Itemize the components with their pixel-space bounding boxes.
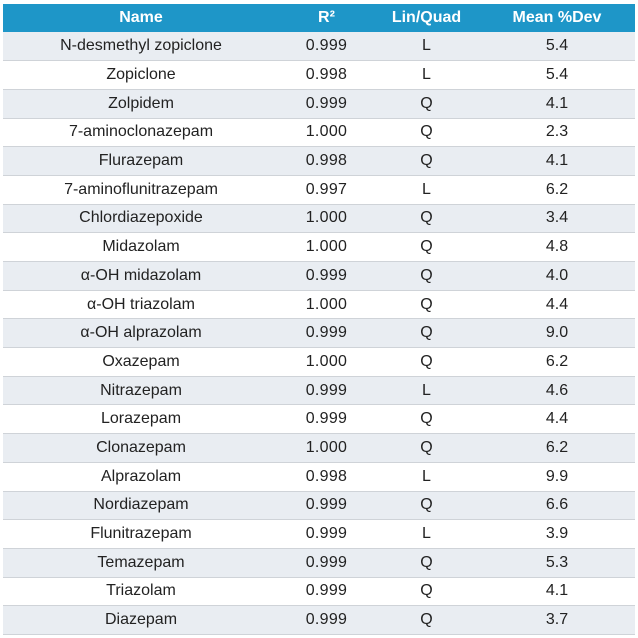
table-row [3,405,635,434]
cell-name: α-OH triazolam [87,295,195,313]
table-container [3,0,635,635]
cell-lin-quad: Q [420,152,433,170]
table-row [3,262,635,291]
cell-r2: 0.999 [305,324,348,342]
cell-mean-dev: 4.8 [545,238,569,256]
cell-mean-dev: 4.0 [545,266,569,284]
cell-lin-quad: L [422,180,431,198]
header-row [3,4,635,32]
cell-lin-quad: L [422,37,431,55]
cell-r2: 0.999 [305,94,348,112]
cell-r2: 1.000 [305,438,348,456]
table-row [3,606,635,635]
cell-mean-dev: 9.9 [545,467,569,485]
table-row [3,548,635,577]
cell-lin-quad: Q [420,553,433,571]
cell-r2: 0.999 [305,553,348,571]
cell-name: Alprazolam [100,467,182,485]
cell-mean-dev: 4.6 [545,381,569,399]
cell-r2: 0.999 [305,266,348,284]
cell-r2: 0.999 [305,410,348,428]
table-row [3,348,635,377]
cell-r2: 1.000 [305,295,348,313]
cell-mean-dev: 4.4 [545,295,569,313]
column-header-mean-dev: Mean %Dev [512,9,602,26]
cell-mean-dev: 3.9 [545,525,569,543]
cell-name: Nitrazepam [100,381,182,399]
cell-name: Midazolam [102,238,180,256]
cell-name: N-desmethyl zopiclone [60,37,222,55]
cell-lin-quad: L [422,467,431,485]
cell-name: 7-aminoclonazepam [68,123,214,141]
column-header-r2: R² [318,9,335,26]
cell-name: α-OH alprazolam [80,324,202,342]
table-header [3,4,635,32]
cell-r2: 0.998 [305,152,348,170]
cell-lin-quad: Q [420,238,433,256]
cell-lin-quad: Q [420,496,433,514]
cell-name: Lorazepam [100,410,182,428]
cell-name: Flurazepam [98,152,184,170]
cell-mean-dev: 3.7 [545,611,569,629]
cell-r2: 1.000 [305,352,348,370]
cell-lin-quad: L [422,66,431,84]
table-row [3,61,635,90]
cell-mean-dev: 6.2 [545,438,569,456]
cell-lin-quad: Q [420,410,433,428]
cell-name: Chlordiazepoxide [79,209,203,227]
table-row [3,491,635,520]
cell-mean-dev: 9.0 [545,324,569,342]
cell-name: Diazepam [104,611,178,629]
table-row [3,32,635,61]
cell-r2: 0.997 [305,180,348,198]
cell-mean-dev: 6.6 [545,496,569,514]
table-row [3,520,635,549]
table-row [3,577,635,606]
cell-mean-dev: 4.4 [545,410,569,428]
cell-mean-dev: 3.4 [545,209,569,227]
cell-mean-dev: 5.3 [545,553,569,571]
cell-name: α-OH midazolam [80,266,202,284]
table-row [3,434,635,463]
cell-name: Zolpidem [108,94,174,112]
cell-lin-quad: Q [420,438,433,456]
cell-name: Oxazepam [102,352,180,370]
cell-lin-quad: Q [420,295,433,313]
table-row [3,118,635,147]
table-row [3,175,635,204]
cell-r2: 0.999 [305,496,348,514]
column-header-name: Name [119,9,163,26]
table-row [3,462,635,491]
cell-name: Temazepam [97,553,185,571]
table-row [3,233,635,262]
cell-r2: 0.998 [305,66,348,84]
cell-mean-dev: 5.4 [545,66,569,84]
cell-name: Clonazepam [96,438,186,456]
cell-r2: 1.000 [305,123,348,141]
cell-mean-dev: 4.1 [545,582,569,600]
cell-lin-quad: L [422,525,431,543]
cell-r2: 0.998 [305,467,348,485]
table-body [3,32,635,634]
cell-mean-dev: 5.4 [545,37,569,55]
cell-name: Nordiazepam [93,496,189,514]
cell-lin-quad: Q [420,266,433,284]
cell-lin-quad: L [422,381,431,399]
table-row [3,204,635,233]
cell-name: 7-aminoflunitrazepam [64,180,218,198]
cell-lin-quad: Q [420,324,433,342]
cell-lin-quad: Q [420,352,433,370]
table-row [3,89,635,118]
cell-r2: 0.999 [305,37,348,55]
cell-lin-quad: Q [420,123,433,141]
cell-name: Flunitrazepam [90,525,192,543]
table-row [3,290,635,319]
cell-lin-quad: Q [420,94,433,112]
cell-lin-quad: Q [420,611,433,629]
cell-r2: 0.999 [305,582,348,600]
cell-mean-dev: 6.2 [545,352,569,370]
table-row [3,376,635,405]
table-row [3,319,635,348]
cell-r2: 1.000 [305,209,348,227]
cell-r2: 0.999 [305,611,348,629]
cell-r2: 0.999 [305,525,348,543]
table-row [3,147,635,176]
cell-lin-quad: Q [420,209,433,227]
cell-name: Zopiclone [106,66,176,84]
column-header-lin-quad: Lin/Quad [391,9,462,26]
cell-lin-quad: Q [420,582,433,600]
cell-mean-dev: 6.2 [545,180,569,198]
cell-mean-dev: 2.3 [545,123,569,141]
cell-r2: 1.000 [305,238,348,256]
cell-mean-dev: 4.1 [545,152,569,170]
cell-r2: 0.999 [305,381,348,399]
cell-name: Triazolam [106,582,176,600]
calibration-results-table [3,4,635,635]
cell-mean-dev: 4.1 [545,94,569,112]
